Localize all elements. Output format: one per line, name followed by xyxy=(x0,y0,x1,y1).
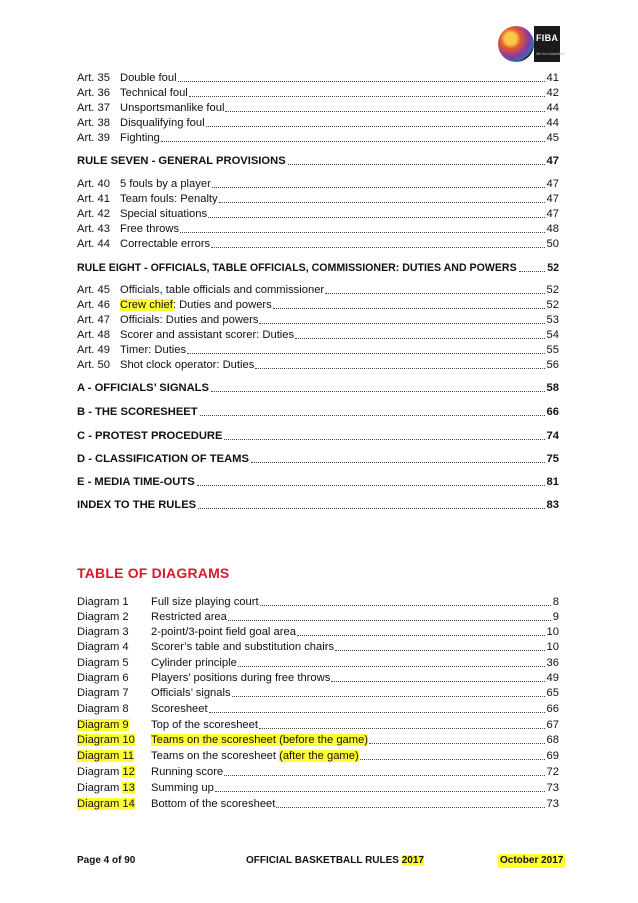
diagrams-heading: TABLE OF DIAGRAMS xyxy=(77,565,230,581)
toc-appendix[interactable]: D - CLASSIFICATION OF TEAMS 75 xyxy=(77,453,559,465)
toc-entry[interactable]: Art. 40 5 fouls by a player 47 xyxy=(77,178,559,190)
footer-doc-title: OFFICIAL BASKETBALL RULES 2017 xyxy=(246,855,424,866)
diagram-entry[interactable]: Diagram 11 Teams on the scoresheet (after the game) 69 xyxy=(77,750,559,762)
footer-page-number: Page 4 of 90 xyxy=(77,855,136,866)
toc-entry[interactable]: Art. 48 Scorer and assistant scorer: Duties 54 xyxy=(77,329,559,341)
toc-entry[interactable]: Art. 36 Technical foul 42 xyxy=(77,87,559,99)
basketball-icon xyxy=(498,26,534,62)
diagram-entry[interactable]: Diagram 4 Scorer’s table and substitution chairs 10 xyxy=(77,641,559,653)
diagram-entry[interactable]: Diagram 13 Summing up 73 xyxy=(77,782,559,794)
toc-entry[interactable]: Art. 50 Shot clock operator: Duties 56 xyxy=(77,359,559,371)
logo-text: FIBA xyxy=(536,33,559,43)
logo-tagline: We Are Basketball xyxy=(536,52,565,56)
diagram-entry[interactable]: Diagram 10 Teams on the scoresheet (before the game) 68 xyxy=(77,734,559,746)
toc-entry[interactable]: Art. 41 Team fouls: Penalty 47 xyxy=(77,193,559,205)
diagram-entry[interactable]: Diagram 5 Cylinder principle 36 xyxy=(77,657,559,669)
toc-entry[interactable]: Art. 42 Special situations 47 xyxy=(77,208,559,220)
toc-entry[interactable]: Art. 44 Correctable errors 50 xyxy=(77,238,559,250)
toc-entry[interactable]: Art. 38 Disqualifying foul 44 xyxy=(77,117,559,129)
diagram-entry[interactable]: Diagram 12 Running score 72 xyxy=(77,766,559,778)
toc-appendix[interactable]: C - PROTEST PROCEDURE 74 xyxy=(77,430,559,442)
diagram-entry[interactable]: Diagram 14 Bottom of the scoresheet 73 xyxy=(77,798,559,810)
diagram-entry[interactable]: Diagram 7 Officials’ signals 65 xyxy=(77,687,559,699)
toc-appendix[interactable]: B - THE SCORESHEET 66 xyxy=(77,406,559,418)
toc-entry[interactable]: Art. 43 Free throws 48 xyxy=(77,223,559,235)
toc-entry[interactable]: Art. 46 Crew chief: Duties and powers 52 xyxy=(77,299,559,311)
diagram-entry[interactable]: Diagram 2 Restricted area 9 xyxy=(77,611,559,623)
toc-appendix[interactable]: E - MEDIA TIME-OUTS 81 xyxy=(77,476,559,488)
diagram-entry[interactable]: Diagram 1 Full size playing court 8 xyxy=(77,596,559,608)
toc-entry[interactable]: Art. 37 Unsportsmanlike foul 44 xyxy=(77,102,559,114)
diagram-entry[interactable]: Diagram 8 Scoresheet 66 xyxy=(77,703,559,715)
diagram-entry[interactable]: Diagram 6 Players’ positions during free throws 49 xyxy=(77,672,559,684)
toc-rule-eight[interactable]: RULE EIGHT - OFFICIALS, TABLE OFFICIALS, COMMISSIONER: DUTIES AND POWERS 52 xyxy=(77,262,559,274)
diagram-entry[interactable]: Diagram 9 Top of the scoresheet 67 xyxy=(77,719,559,731)
toc-entry[interactable]: Art. 45 Officials, table officials and commissioner 52 xyxy=(77,284,559,296)
toc-entry[interactable]: Art. 35 Double foul 41 xyxy=(77,72,559,84)
diagram-entry[interactable]: Diagram 3 2-point/3-point field goal area 10 xyxy=(77,626,559,638)
toc-entry[interactable]: Art. 47 Officials: Duties and powers 53 xyxy=(77,314,559,326)
fiba-logo xyxy=(498,26,565,64)
toc-entry[interactable]: Art. 49 Timer: Duties 55 xyxy=(77,344,559,356)
toc-entry[interactable]: Art. 39 Fighting 45 xyxy=(77,132,559,144)
footer-date: October 2017 xyxy=(500,855,564,866)
highlighted-text: Crew chief xyxy=(120,299,173,311)
toc-appendix[interactable]: INDEX TO THE RULES 83 xyxy=(77,499,559,511)
toc-rule-seven[interactable]: RULE SEVEN - GENERAL PROVISIONS 47 xyxy=(77,155,559,167)
toc-appendix[interactable]: A - OFFICIALS’ SIGNALS 58 xyxy=(77,382,559,394)
